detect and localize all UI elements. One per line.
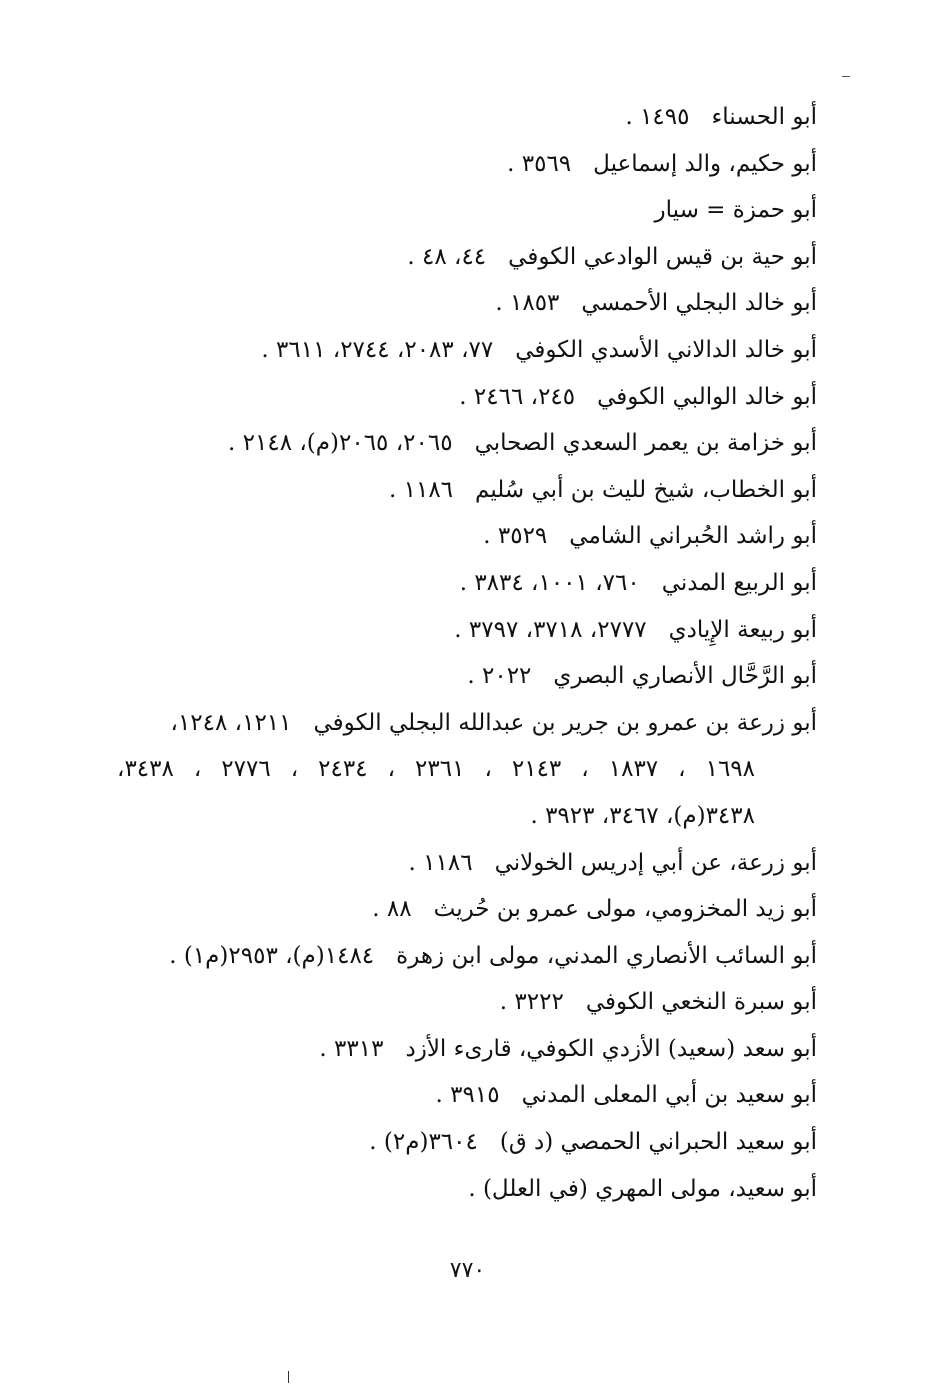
entry-name: أبو سبرة النخعي الكوفي <box>585 989 817 1016</box>
index-entry <box>117 1072 817 1119</box>
index-entry <box>117 234 817 281</box>
index-entry <box>117 840 817 887</box>
entry-name: أبو سعد (سعيد) الأزدي الكوفي، قارىء الأزد <box>405 1035 817 1062</box>
index-entry <box>117 374 817 421</box>
index-entry <box>117 1166 817 1213</box>
entry-refs: ٧٧، ٢٠٨٣، ٢٧٤٤، ٣٦١١ . <box>261 336 494 363</box>
entry-refs: ٢٠٢٢ . <box>467 663 532 690</box>
entry-refs: ٤٤، ٤٨ . <box>407 243 487 270</box>
entry-name: أبو زرعة بن عمرو بن جرير بن عبدالله البجلي الكوفي <box>313 709 817 736</box>
entry-refs: ٣٣١٣ . <box>319 1035 384 1062</box>
entry-refs: ٨٨ . <box>372 896 412 923</box>
entry-refs: ٣٥٦٩ . <box>507 150 572 177</box>
index-entry <box>117 886 817 933</box>
entry-name: أبو سعيد بن أبي المعلى المدني <box>521 1082 817 1109</box>
entry-refs: ٢٤٥، ٢٤٦٦ . <box>459 383 576 410</box>
entry-name: أبو ربيعة الإِيادي <box>668 616 817 643</box>
entry-name: أبو سعيد، مولى المهري (في العلل) . <box>468 1175 817 1202</box>
index-entry <box>117 653 817 700</box>
index-entry <box>117 327 817 374</box>
entry-refs: ١٤٩٥ . <box>625 104 690 130</box>
entry-refs: ٢٧٧٧، ٣٧١٨، ٣٧٩٧ . <box>454 616 647 643</box>
entry-name: أبو الخطاب، شيخ لليث بن أبي سُليم <box>475 476 817 503</box>
entry-refs: ١١٨٦ . <box>389 476 454 503</box>
entry-name: أبو خالد الوالبي الكوفي <box>597 383 817 410</box>
index-entry <box>117 187 817 234</box>
entry-refs: ١١٨٦ . <box>408 849 473 876</box>
entry-name: أبو خزامة بن يعمر السعدي الصحابي <box>474 430 817 457</box>
index-entry <box>117 141 817 188</box>
index-entry <box>117 1026 817 1073</box>
index-entry <box>117 513 817 560</box>
entry-refs: ٣٥٢٩ . <box>483 523 548 550</box>
index-entry <box>117 700 817 747</box>
scan-mark <box>842 76 850 77</box>
index-entry <box>117 933 817 980</box>
index-entry <box>117 280 817 327</box>
entry-refs: ١٢١١، ١٢٤٨، <box>170 709 292 736</box>
entry-refs: ١٦٩٨ ، ١٨٣٧ ، ٢١٤٣ ، ٢٣٦١ ، ٢٤٣٤ ، ٢٧٧٦ ، ٣٤٣٨، <box>117 756 756 783</box>
entry-name: أبو زيد المخزومي، مولى عمرو بن حُريث <box>433 896 817 923</box>
entry-name: أبو حية بن قيس الوادعي الكوفي <box>508 243 817 270</box>
entry-refs: ١٤٨٤(م)، ٢٩٥٣(م١) . <box>169 942 375 969</box>
index-entry <box>117 979 817 1026</box>
index-entry-continuation <box>117 793 817 840</box>
index-entries <box>117 94 817 1212</box>
entry-name: أبو الربيع المدني <box>661 569 817 596</box>
entry-name: أبو الرَّحَّال الأنصاري البصري <box>553 663 817 690</box>
page-number: ٧٧٠ <box>449 1258 486 1283</box>
index-entry <box>117 94 817 141</box>
entry-name: أبو زرعة، عن أبي إدريس الخولاني <box>494 849 817 876</box>
entry-name: أبو سعيد الحبراني الحمصي (د ق) <box>499 1129 817 1156</box>
entry-name: أبو خالد الدالاني الأسدي الكوفي <box>515 336 817 363</box>
entry-refs: ٣٩١٥ . <box>435 1082 500 1109</box>
entry-refs: ٣٦٠٤(م٢) . <box>369 1129 478 1156</box>
entry-refs: ٧٦٠، ١٠٠١، ٣٨٣٤ . <box>459 569 640 596</box>
entry-refs: ٣٢٢٢ . <box>499 989 564 1016</box>
entry-name: أبو السائب الأنصاري المدني، مولى ابن زهرة <box>396 942 817 969</box>
entry-name: أبو الحسناء <box>711 104 817 130</box>
index-entry <box>117 467 817 514</box>
entry-refs: ٢٠٦٥، ٢٠٦٥(م)، ٢١٤٨ . <box>228 430 453 457</box>
index-entry <box>117 420 817 467</box>
entry-name: أبو حكيم، والد إسماعيل <box>593 150 817 177</box>
entry-name: أبو خالد البجلي الأحمسي <box>581 290 817 317</box>
entry-name: أبو حمزة = سيار <box>654 197 817 224</box>
entry-refs: ٣٤٣٨(م)، ٣٤٦٧، ٣٩٢٣ . <box>530 802 755 829</box>
index-entry-continuation <box>117 746 817 793</box>
entry-refs: ١٨٥٣ . <box>495 290 560 317</box>
entry-name: أبو راشد الحُبراني الشامي <box>569 523 817 550</box>
index-entry <box>117 607 817 654</box>
index-entry <box>117 560 817 607</box>
scan-mark <box>288 1371 289 1383</box>
index-entry <box>117 1119 817 1166</box>
